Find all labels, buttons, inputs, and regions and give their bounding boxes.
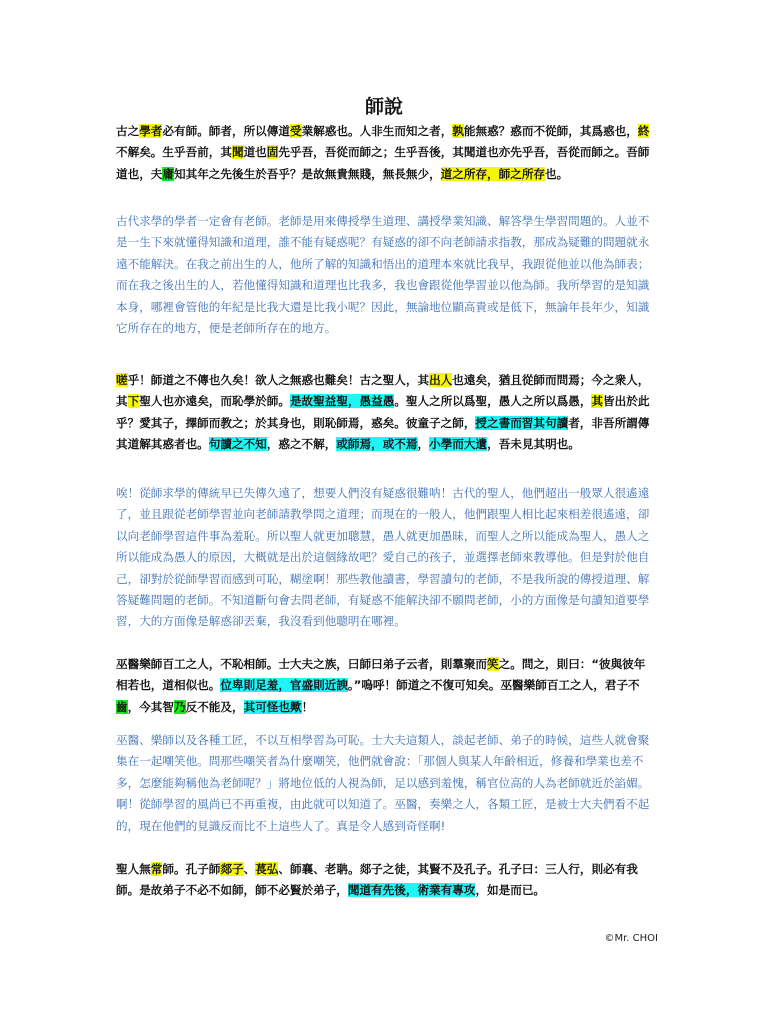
text-run: 、師襄、老聃。郯子之徒，其賢不及孔子。孔子曰：三人行，則必有我師。是故弟子不必不如師，師不必賢於弟子， [116, 862, 638, 898]
text-run: 不解矣。生乎吾前，其 [116, 145, 232, 160]
text-run: 。”嗚呼！師道之不復可知矣。巫醫樂師百工之人，君子不 [347, 678, 640, 693]
highlighted-phrase: 其可怪也歟 [243, 699, 302, 714]
text-run: ， [417, 437, 430, 452]
highlighted-phrase: 笑 [487, 657, 499, 671]
classical-paragraph-4 [116, 859, 656, 902]
text-run: 、 [243, 862, 256, 876]
text-run: 能無惑？惑而不從師，其爲惑也， [463, 124, 638, 138]
text-run: 業解惑也。人非生而知之者， [301, 124, 453, 138]
highlighted-phrase: 或師焉，或不焉 [336, 437, 418, 452]
highlighted-phrase: 固 [266, 145, 279, 160]
highlighted-phrase: 終 [637, 124, 650, 138]
text-run: ，如是而已。 [475, 883, 546, 898]
highlighted-phrase: 郯子 [220, 862, 244, 876]
highlighted-phrase: 聞道有先後，術業有專攻 [347, 883, 476, 898]
text-run: 古之 [116, 124, 140, 138]
classical-paragraph-1 [116, 121, 656, 185]
text-run: 也遠矣，猶且從師而問焉；今之衆人，其 [116, 373, 650, 409]
text-run: 古代求學的學者一定會有老師。老師是用來傳授學生道理、講授學業知識、解答學生學習問題的。人並不是一生下來就懂得知識和道理，誰不能有疑惑呢？有疑惑的卻不向老師請求指教，那成為疑難的問題就永遠不能解決。在我之前出生的人，他所了解的知識和悟出的道理本來就比我早，我跟從他並以他為師表；而在我之後出生的人，若他懂得知識和道理也比我多，我也會跟從他學習並以他為師。我所學習的是知識本身，哪裡會管他的年紀是比我大還是比我小呢？因此，無論地位顯高貴或是低下，無論年長年少，知識它所存在的地方，便是老師所存在的地方。 [116, 214, 650, 336]
copyright-footer: ©Mr. CHOI [604, 933, 658, 944]
highlighted-phrase: 其 [591, 394, 604, 409]
highlighted-phrase: 道之所存，師之所存 [440, 166, 546, 181]
highlighted-phrase: 齒 [116, 699, 128, 714]
translation-paragraph-3 [116, 730, 656, 837]
highlighted-phrase: 萇弘 [255, 862, 279, 876]
text-run: 者，非吾所謂傳其道解其惑者也。 [116, 415, 650, 452]
highlighted-phrase: 學者 [139, 124, 163, 138]
highlighted-phrase: 庸 [162, 166, 174, 181]
text-run: 之。問之，則曰：“彼與彼年相若也，道相似也。 [116, 657, 646, 693]
text-run: ，惑之不解， [266, 437, 337, 452]
text-run: 唉！從師求學的傳統早已失傳久遠了，想要人們沒有疑惑很難呐！古代的聖人，他們超出一般眾人很遙遠了，並且跟從老師學習並向老師請教學問之道理；而現在的一般人，他們跟聖人相比起來相差很遙遠，卻以向老師學習這件事為羞恥。所以聖人就更加聰慧，愚人就更加愚昧，而聖人之所以能成為聖人，愚人之所以能成為愚人的原因，大概就是出於這個緣故吧？愛自己的孩子，並選擇老師來教導他。但是對於他自己，卻對於從師學習而感到可恥，糊塗啊！那些教他讀書，學習讀句的老師，不是我所說的傳授道理、解答疑難問題的老師。不知道斷句會去問老師，有疑惑不能解決卻不願問老師，小的方面像是句讀知道要學習，大的方面像是解惑卻丟棄，我沒看到他聰明在哪裡。 [116, 486, 650, 629]
text-run: 聖人無 [116, 862, 151, 876]
text-run: 也。 [545, 166, 569, 181]
translation-paragraph-1 [116, 211, 656, 339]
text-run: 必有師。師者，所以傳道 [162, 124, 290, 138]
text-run: ，今其智 [127, 699, 174, 714]
text-run: ，吾未見其明也。 [487, 437, 580, 452]
text-run: 聖人也亦遠矣，而恥學於師。 [139, 394, 290, 409]
highlighted-phrase: 孰 [452, 124, 464, 138]
highlighted-phrase: 受 [289, 124, 302, 138]
text-run: 巫醫樂師百工之人，不恥相師。士大夫之族，曰師曰弟子云者，則羣聚而 [116, 657, 488, 671]
classical-paragraph-2 [116, 370, 656, 456]
text-run: 。聖人之所以爲聖，愚人之所以爲愚， [394, 394, 592, 409]
highlighted-phrase: 授之書而習其句讀 [475, 415, 569, 430]
text-run: 反不能及， [185, 699, 244, 714]
highlighted-phrase: 常 [150, 862, 163, 876]
highlighted-phrase: 乃 [174, 699, 186, 714]
text-run: 道也 [243, 145, 267, 160]
text-run: 先乎吾，吾從而師之；生乎吾後，其聞道也亦先乎吾，吾從而師之。吾師道也，夫 [116, 145, 650, 181]
text-run: 知其年之先後生於吾乎？是故無貴無賤，無長無少， [174, 166, 441, 181]
text-run: ！ [301, 699, 314, 714]
classical-paragraph-3 [116, 654, 656, 718]
text-run: 乎！師道之不傳也久矣！欲人之無惑也難矣！古之聖人，其 [127, 373, 430, 387]
highlighted-phrase: 位卑則足羞，官盛則近諛 [220, 678, 348, 693]
document-title: 師說 [364, 96, 403, 118]
highlighted-phrase: 出人 [429, 373, 453, 387]
highlighted-phrase: 是故聖益聖，愚益愚 [289, 394, 395, 409]
text-run: 師。孔子師 [162, 862, 221, 876]
text-run: 皆出於此乎？愛其子，擇師而教之；於其身也，則恥師焉，惑矣。彼童子之師， [116, 394, 650, 430]
translation-paragraph-2 [116, 483, 656, 633]
text-run: 巫醫、樂師以及各種工匠，不以互相學習為可恥。士大夫這類人，談起老師、弟子的時候，這些人就會聚集在一起嘲笑他。問那些嘲笑者為什麼嘲笑，他們就會說：「那個人與某人年齡相近，修養和學業也差不多，怎麼能夠稱他為老師呢？」將地位低的人視為師，足以感到羞愧，稱官位高的人為老師就近於諂媚。啊！從師學習的風尚已不再重複，由此就可以知道了。巫醫，奏樂之人，各類工匠，是被士大夫們看不起的，現在他們的見識反而比不上這些人了。真是令人感到奇怪啊! [116, 733, 650, 833]
highlighted-phrase: 嗟 [116, 373, 128, 387]
highlighted-phrase: 下 [127, 394, 140, 409]
highlighted-phrase: 聞 [231, 145, 244, 160]
highlighted-phrase: 句讀之不知 [208, 437, 267, 452]
highlighted-phrase: 小學而大遺 [429, 437, 488, 452]
